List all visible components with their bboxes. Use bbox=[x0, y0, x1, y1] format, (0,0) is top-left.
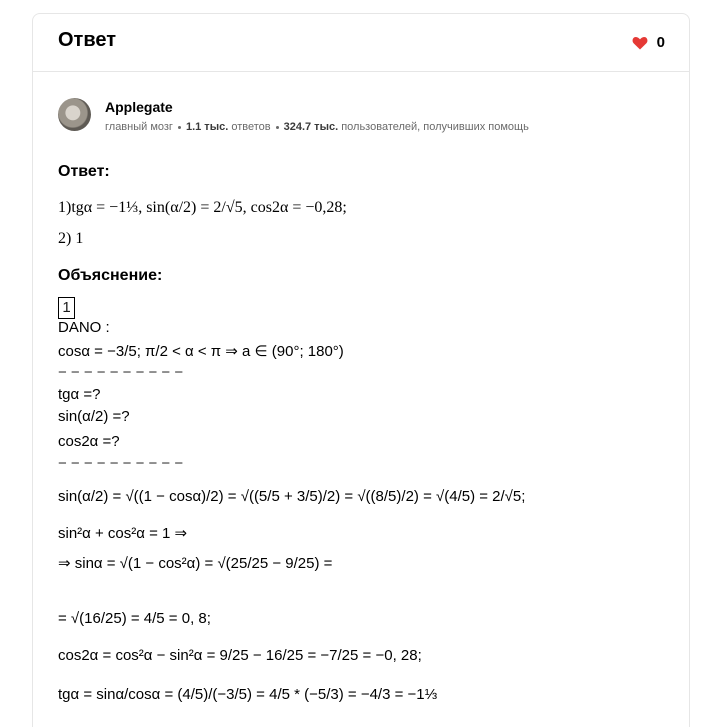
helped-count: 324.7 тыс. bbox=[283, 121, 339, 133]
step-cos2: cos2α = cos²α − sin²α = 9/25 − 16/25 = −7/25 = −0, 28; bbox=[58, 647, 422, 664]
answer-card bbox=[32, 13, 690, 727]
like-count: 0 bbox=[656, 34, 665, 51]
like-counter[interactable] bbox=[632, 34, 665, 51]
separator-dot bbox=[178, 126, 181, 129]
step-sin-value: = √(16/25) = 4/5 = 0, 8; bbox=[58, 610, 211, 627]
dano-label: DANO : bbox=[58, 319, 110, 336]
helped-label: пользователей, получивших помощь bbox=[341, 121, 529, 133]
answer-heading: Ответ: bbox=[58, 163, 110, 180]
step-identity: sin²α + cos²α = 1 ⇒ bbox=[58, 525, 188, 542]
step-sin-half: sin(α/2) = √((1 − cosα)/2) = √((5/5 + 3/5)/2) = √((8/5)/2) = √(4/5) = 2/√5; bbox=[58, 488, 526, 505]
divider-dashes: − − − − − − − − − − bbox=[58, 364, 184, 381]
answers-label: ответов bbox=[231, 121, 271, 133]
given-condition: cosα = −3/5; π/2 < α < π ⇒ a ∈ (90°; 180°) bbox=[58, 343, 344, 360]
step-sin: ⇒ sinα = √(1 − cos²α) = √(25/25 − 9/25) = bbox=[58, 555, 333, 572]
answer-line-1: 1)tgα = −1⅓, sin(α/2) = 2/√5, cos2α = −0,28; bbox=[58, 199, 347, 216]
explanation-heading: Объяснение: bbox=[58, 267, 163, 284]
question-cos2: cos2α =? bbox=[58, 433, 120, 450]
question-tg: tgα =? bbox=[58, 386, 101, 403]
boxed-number: 1 bbox=[58, 297, 75, 319]
card-header bbox=[33, 14, 689, 72]
author-stats bbox=[105, 121, 529, 133]
divider-dashes: − − − − − − − − − − bbox=[58, 455, 184, 472]
avatar[interactable] bbox=[58, 98, 91, 131]
author-rank: главный мозг bbox=[105, 121, 173, 133]
separator-dot bbox=[276, 126, 279, 129]
answer-line-2: 2) 1 bbox=[58, 230, 84, 247]
heart-icon[interactable] bbox=[632, 36, 648, 50]
question-sin-half: sin(α/2) =? bbox=[58, 408, 130, 425]
answers-count: 1.1 тыс. bbox=[185, 121, 229, 133]
card-title: Ответ bbox=[58, 29, 117, 51]
author-name[interactable]: Applegate bbox=[105, 99, 173, 115]
step-tg: tgα = sinα/cosα = (4/5)/(−3/5) = 4/5 * (−5/3) = −4/3 = −1⅓ bbox=[58, 686, 438, 703]
